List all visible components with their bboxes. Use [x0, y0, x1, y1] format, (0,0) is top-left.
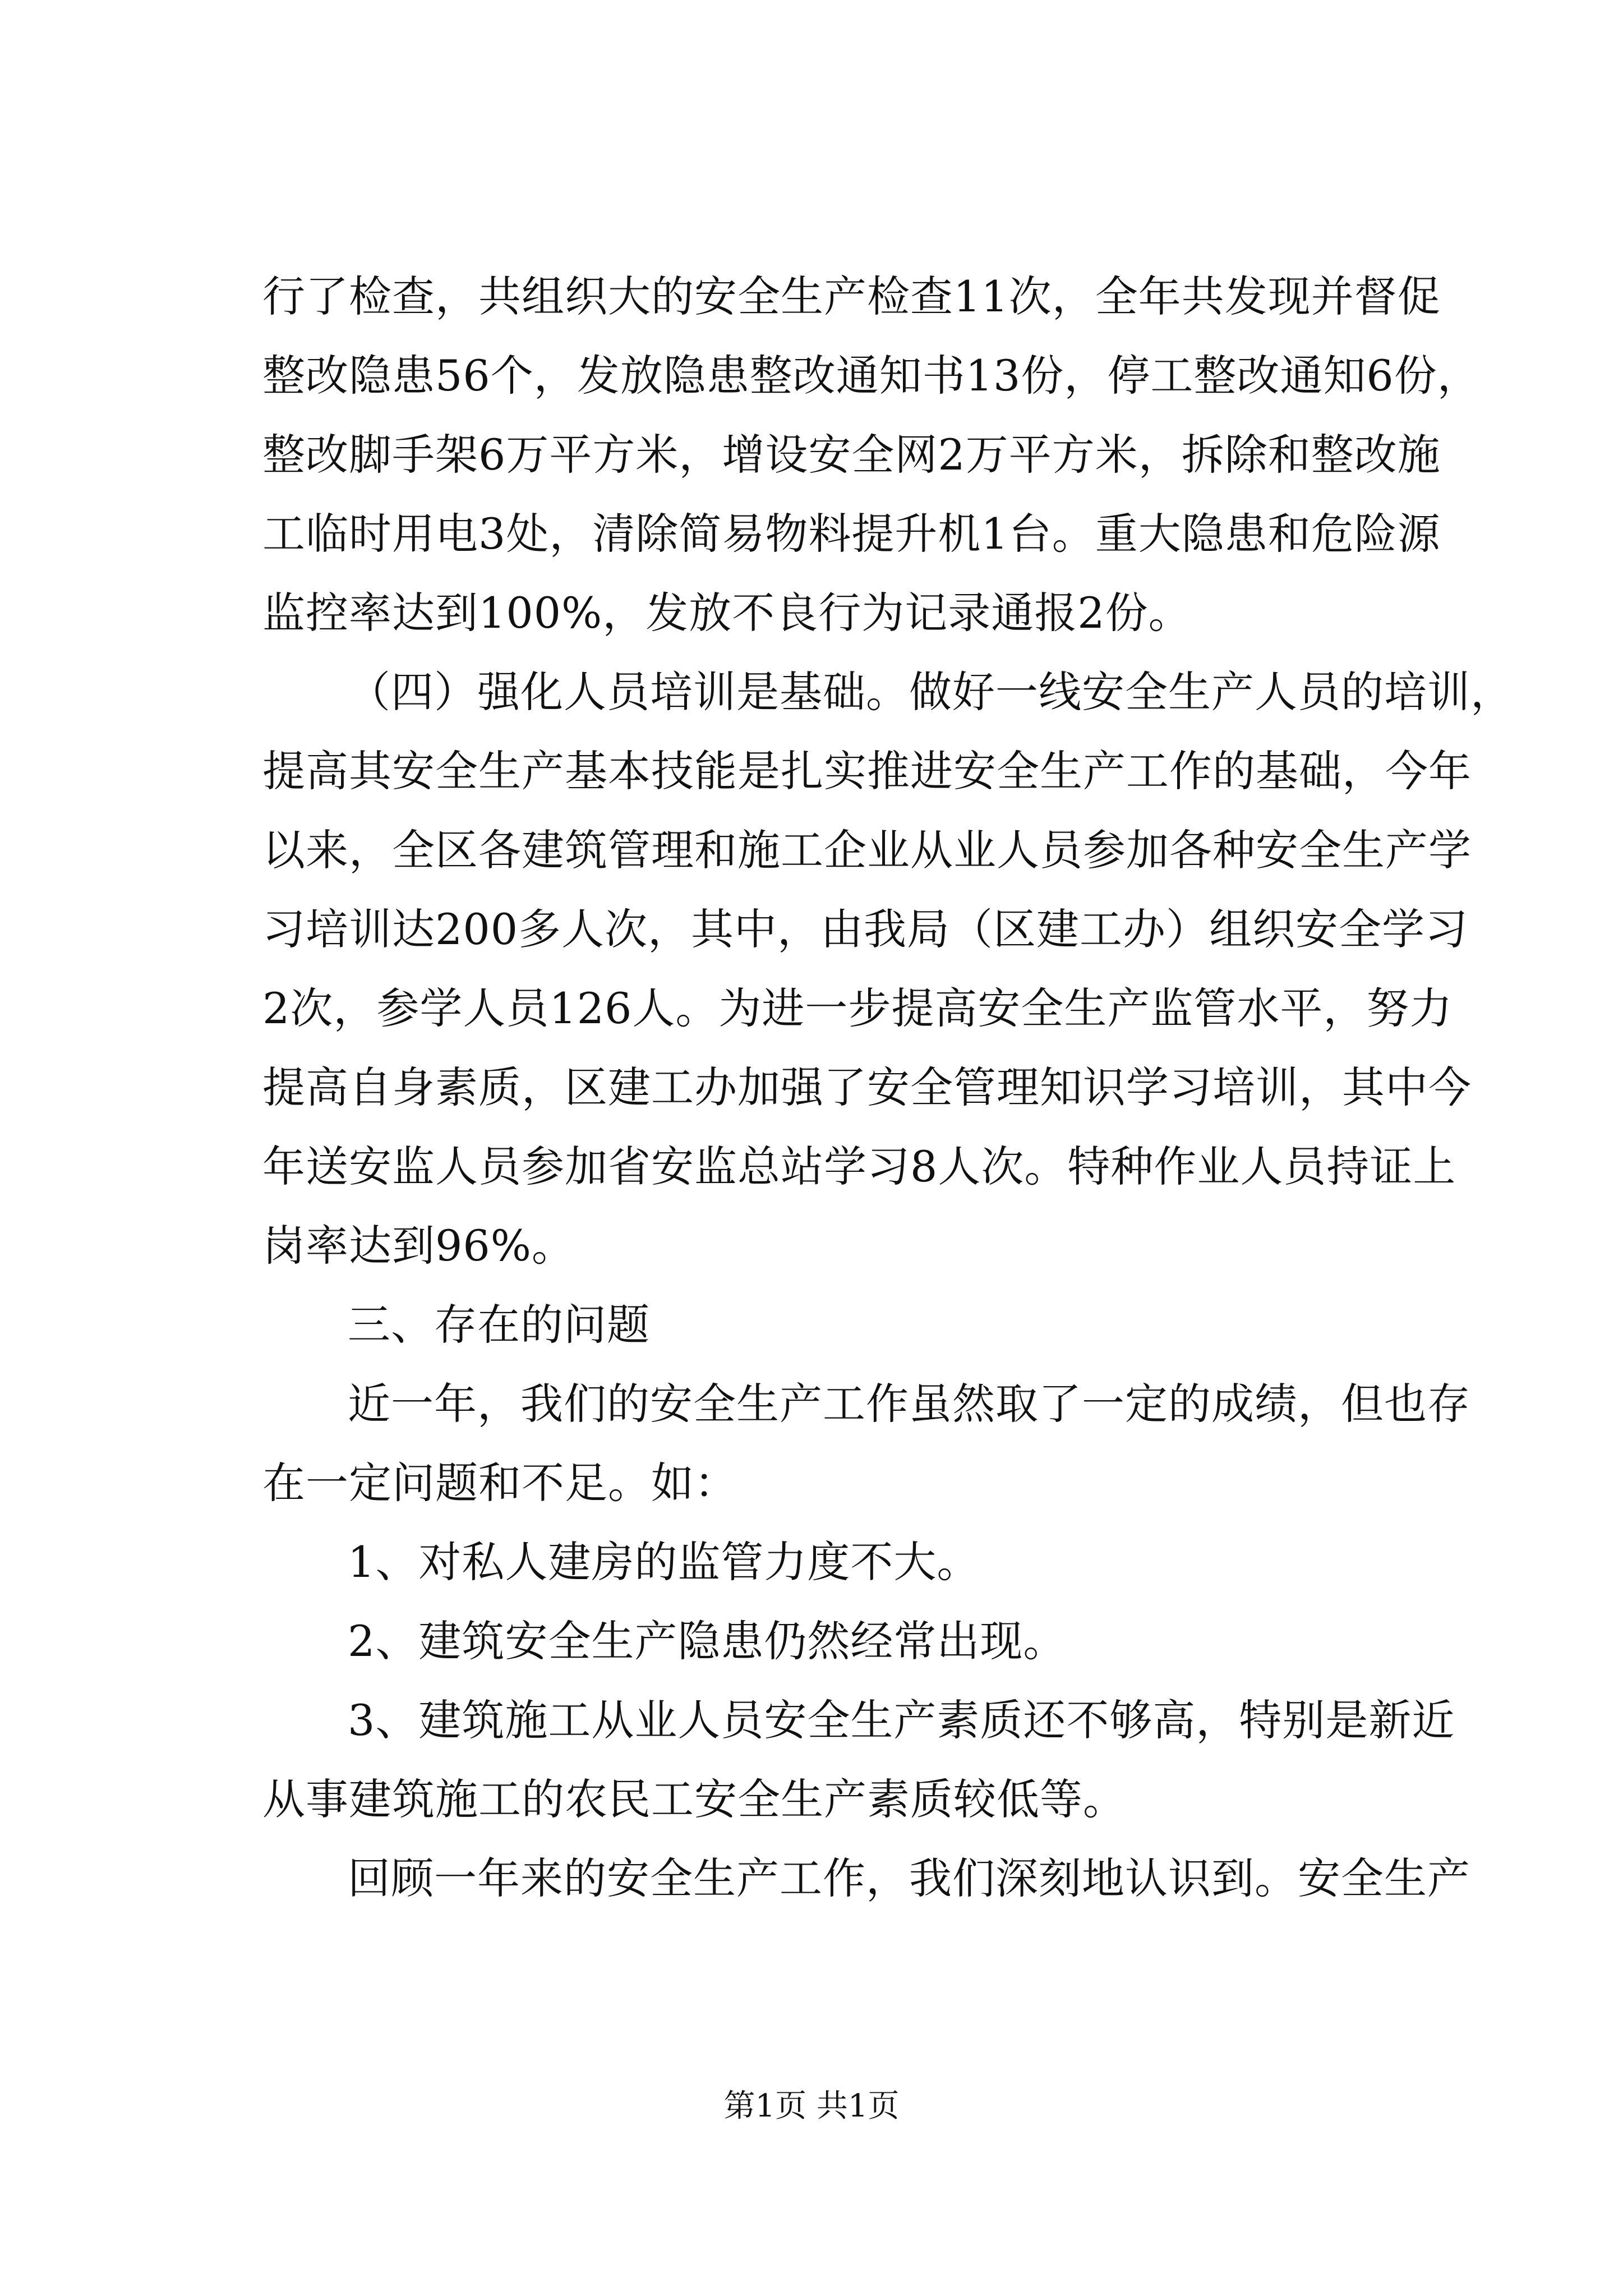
body-text [262, 257, 1514, 1918]
text-line: 工临时用电3处，清除简易物料提升机1台。重大隐患和危险源 [262, 509, 1441, 559]
text-line: （四）强化人员培训是基础。做好一线安全生产人员的培训， [348, 667, 1514, 717]
list-item: 2、建筑安全生产隐患仍然经常出现。 [348, 1616, 1067, 1666]
list-item: 1、对私人建房的监管力度不大。 [348, 1537, 980, 1587]
text-line: 以来，全区各建筑管理和施工企业从业人员参加各种安全生产学 [262, 825, 1472, 875]
text-line: 回顾一年来的安全生产工作，我们深刻地认识到。安全生产 [348, 1853, 1470, 1903]
text-line: 习培训达200多人次，其中，由我局（区建工办）组织安全学习 [262, 904, 1469, 954]
text-line: 在一定问题和不足。如： [262, 1458, 737, 1508]
text-line: 监控率达到100%，发放不良行为记录通报2份。 [262, 588, 1192, 638]
text-line: 2次，参学人员126人。为进一步提高安全生产监管水平，努力 [262, 983, 1453, 1033]
text-line: 岗率达到96%。 [262, 1221, 575, 1271]
text-line: 从事建筑施工的农民工安全生产素质较低等。 [262, 1774, 1126, 1824]
text-line: 提高其安全生产基本技能是扎实推进安全生产工作的基础，今年 [262, 746, 1472, 796]
text-line: 整改隐患56个，发放隐患整改通知书13份，停工整改通知6份， [262, 351, 1481, 401]
text-line: 近一年，我们的安全生产工作虽然取了一定的成绩，但也存 [348, 1379, 1470, 1429]
text-line: 年送安监人员参加省安监总站学习8人次。特种作业人员持证上 [262, 1142, 1456, 1191]
list-item: 3、建筑施工从业人员安全生产素质还不够高，特别是新近 [348, 1695, 1455, 1745]
section-heading: 三、存在的问题 [348, 1300, 650, 1350]
text-line: 整改脚手架6万平方米，增设安全网2万平方米，拆除和整改施 [262, 430, 1441, 480]
text-line: 提高自身素质，区建工办加强了安全管理知识学习培训，其中今 [262, 1062, 1472, 1112]
text-line: 行了检查，共组织大的安全生产检查11次，全年共发现并督促 [262, 272, 1441, 321]
page-footer: 第1页 共1页 [723, 2088, 900, 2124]
